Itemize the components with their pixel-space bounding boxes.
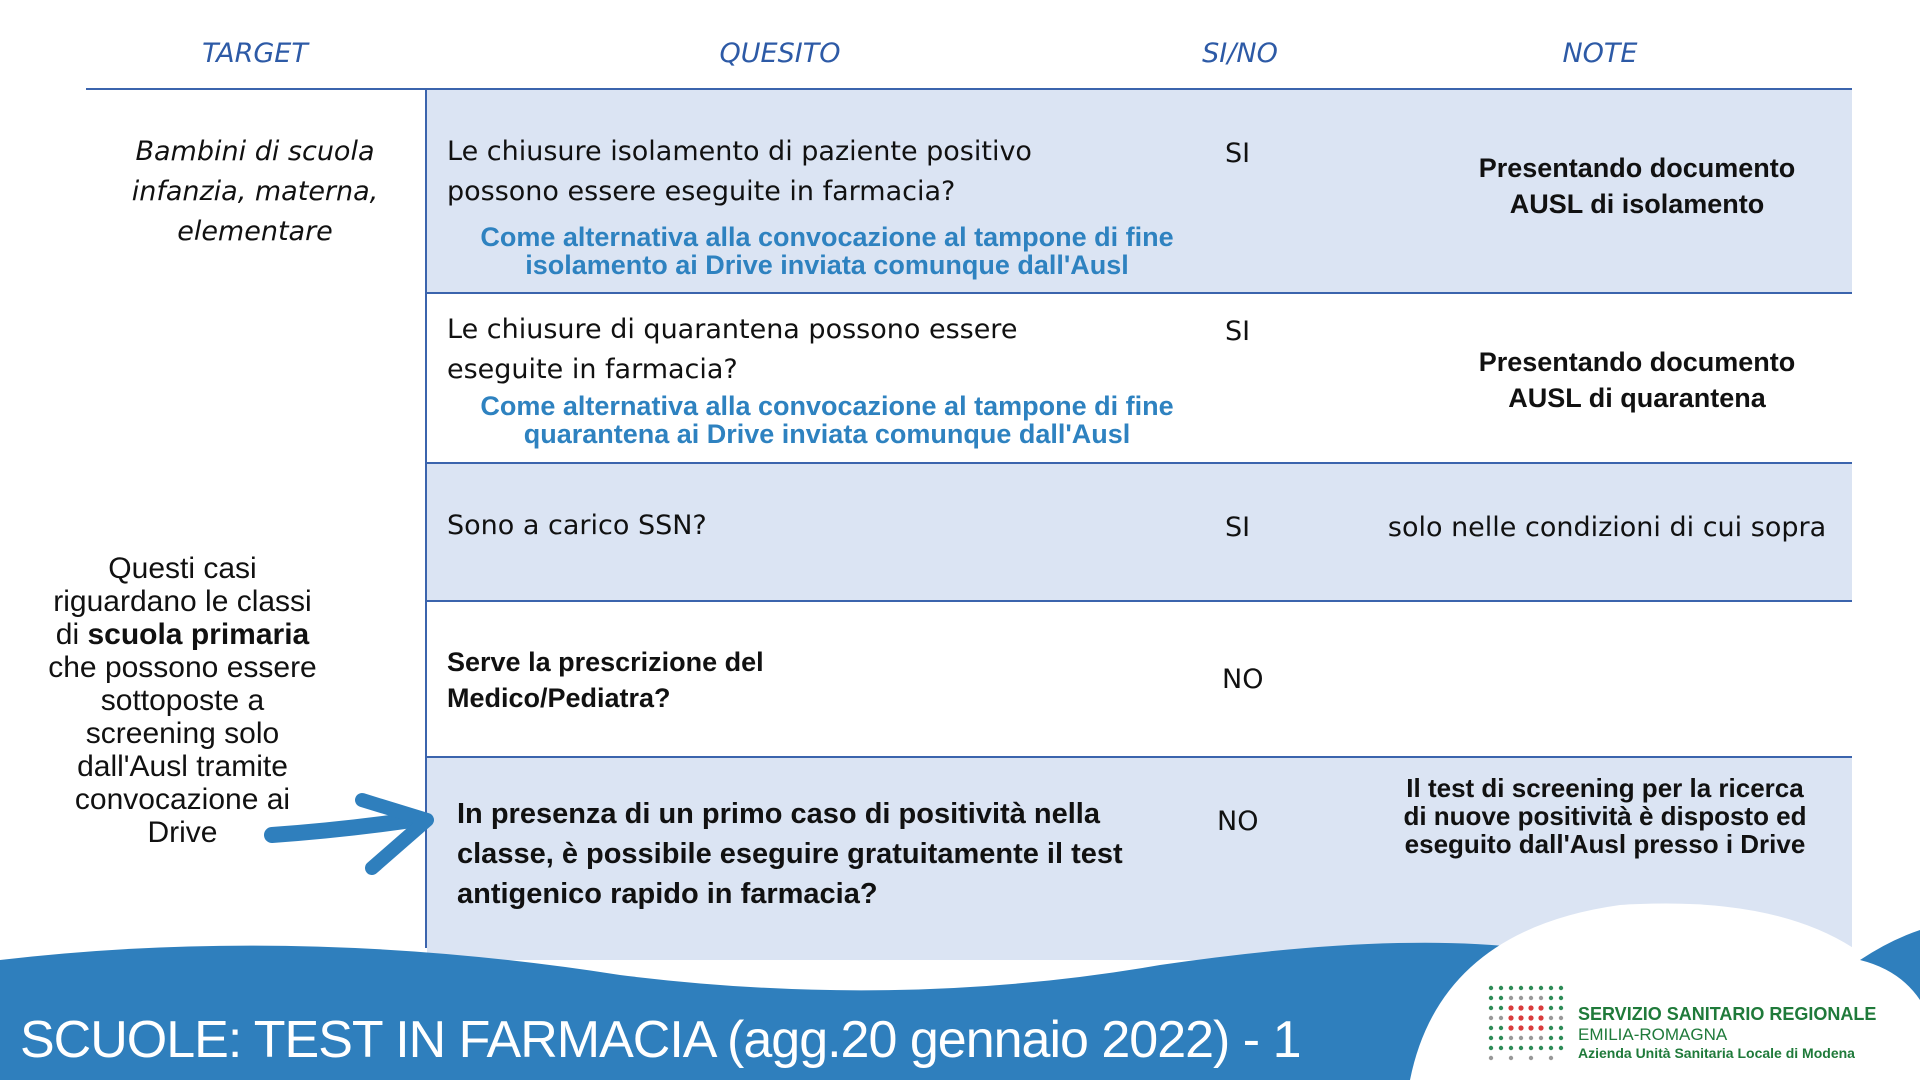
answer-text: NO bbox=[1217, 806, 1259, 837]
alternative-text: Come alternativa alla convocazione al tampone di fine isolamento ai Drive inviata comunque dall'Ausl bbox=[480, 222, 1174, 280]
answer-text: SI bbox=[1225, 138, 1251, 169]
question-text: Serve la prescrizione del Medico/Pediatra? bbox=[447, 647, 764, 713]
note-text: solo nelle condizioni di cui sopra bbox=[1387, 512, 1827, 543]
side-note: Questi casi riguardano le classi di scuola primaria che possono essere sottoposte a screening solo dall'Ausl tramite convocazione ai Drive bbox=[48, 552, 317, 849]
header-quesito: QUESITO bbox=[719, 38, 841, 69]
header-sino: SI/NO bbox=[1202, 38, 1278, 69]
answer-text: SI bbox=[1225, 512, 1251, 543]
header-note: NOTE bbox=[1562, 38, 1638, 69]
logo-text bbox=[1578, 1004, 1876, 1061]
answer-text: NO bbox=[1222, 664, 1264, 695]
header-target: TARGET bbox=[202, 38, 308, 69]
question-text: In presenza di un primo caso di positività nella classe, è possibile eseguire gratuitamente il test antigenico rapido in farmacia? bbox=[457, 798, 1123, 910]
alternative-text: Come alternativa alla convocazione al tampone di fine quarantena ai Drive inviata comunque dall'Ausl bbox=[480, 391, 1174, 449]
answer-text: SI bbox=[1225, 316, 1251, 347]
logo-line-1: SERVIZIO SANITARIO REGIONALE bbox=[1578, 1004, 1877, 1024]
note-text: Presentando documento AUSL di quarantena bbox=[1478, 347, 1796, 413]
target-text: Bambini di scuola infanzia, materna, elementare bbox=[131, 136, 379, 247]
footer-title: SCUOLE: TEST IN FARMACIA (agg.20 gennaio 2022) - 1 bbox=[20, 1011, 1301, 1069]
logo-line-2: EMILIA-ROMAGNA bbox=[1578, 1025, 1728, 1044]
question-text: Le chiusure isolamento di paziente positivo possono essere eseguite in farmacia? bbox=[447, 136, 1032, 207]
question-text: Le chiusure di quarantena possono essere eseguite in farmacia? bbox=[447, 314, 1018, 385]
note-text: Il test di screening per la ricerca di nuove positività è disposto ed eseguito dall'Ausl presso i Drive bbox=[1403, 773, 1807, 859]
note-text: Presentando documento AUSL di isolamento bbox=[1478, 153, 1796, 219]
logo-dots-icon bbox=[1483, 980, 1573, 1070]
logo-line-3: Azienda Unità Sanitaria Locale di Modena bbox=[1578, 1045, 1855, 1061]
question-text: Sono a carico SSN? bbox=[447, 510, 707, 541]
